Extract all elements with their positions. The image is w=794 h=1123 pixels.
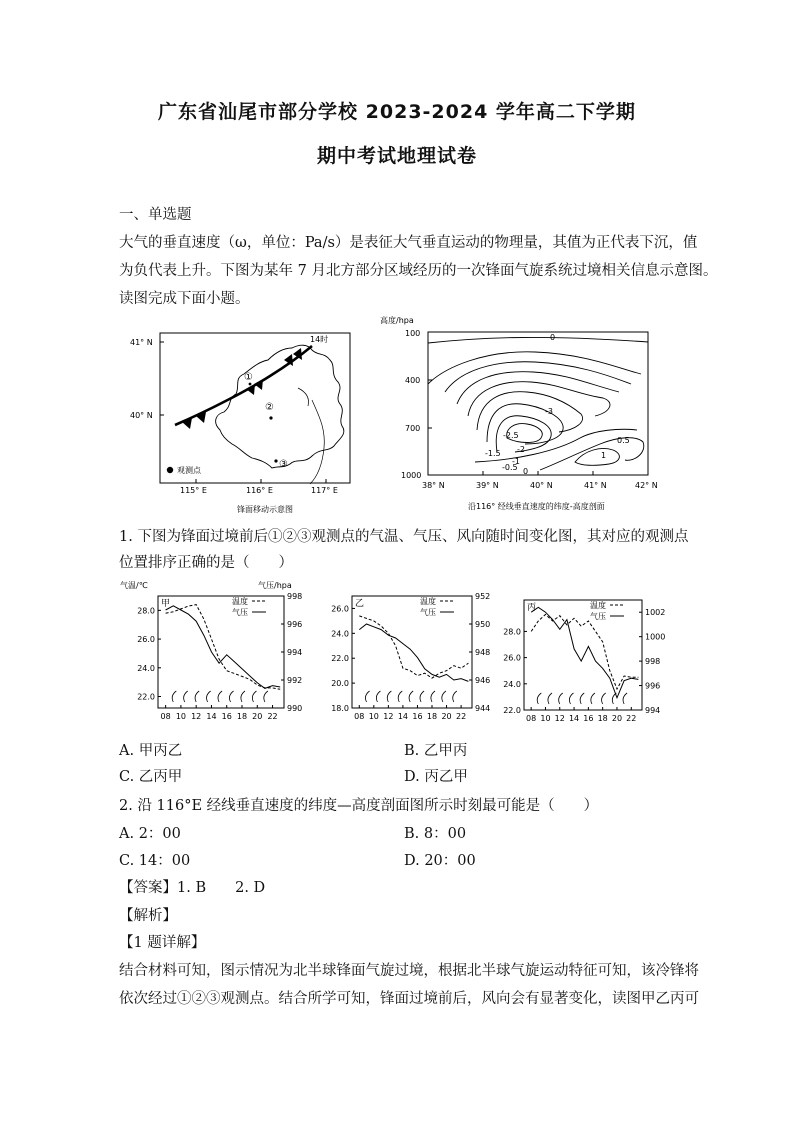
chart-title: 丙 [527,603,537,613]
front-map-figure [120,318,360,518]
legend-label-temperature: 温度 [590,601,606,610]
q1-detail-line-1: 结合材料可知，图示情况为北半球锋面气旋过境，根据北半球气旋运动特征可知，该冷锋将 [119,963,699,979]
lon-label-116: 116° E [246,486,273,495]
chart-title: 乙 [355,599,365,609]
q1-stem-line-2: 位置排序正确的是（ ） [119,555,293,571]
q1-option-c[interactable]: C. 乙丙甲 [119,769,183,785]
q1-option-a[interactable]: A. 甲丙乙 [119,743,183,759]
pressure-line [166,606,281,689]
left-tick-label: 22.0 [137,692,155,702]
legend-label: 观测点 [177,466,201,475]
wind-barb-icon [184,691,188,702]
wind-barb-icon [431,691,435,702]
wind-barb-icon [230,691,234,702]
q1-option-d[interactable]: D. 丙乙甲 [404,769,468,785]
station-2-dot [269,416,272,419]
right-tick-label: 952 [475,592,491,601]
q2-option-d[interactable]: D. 20：00 [404,853,476,869]
legend-label-pressure: 气压 [420,608,436,617]
y-tick-400: 400 [405,376,421,385]
x-tick-label: 12 [191,712,202,721]
contour-label-neg2: -2 [517,445,525,454]
wind-barb-icon [580,693,584,704]
left-tick-label: 24.0 [503,679,521,689]
front-time-label: 14时 [310,335,329,344]
chart-frame [158,596,284,708]
wind-barb-icon [218,691,222,702]
pressure-line [359,624,468,681]
contour-label-neg1: -1 [512,457,520,466]
right-tick-label: 996 [287,620,303,629]
left-tick-label: 26.0 [137,635,155,645]
x-tick-label: 20 [611,714,623,723]
q2-stem: 2. 沿 116°E 经线垂直速度的纬度—高度剖面图所示时刻最可能是（ ） [119,798,599,814]
contour-label-neg0-5: -0.5 [502,463,518,472]
x-tick-label: 10 [368,712,379,721]
x-tick-label: 08 [354,712,365,721]
x-tick-label: 22 [267,712,278,721]
x-tick-label: 14 [206,712,217,721]
map-caption: 锋面移动示意图 [237,505,293,514]
legend-label-pressure: 气压 [232,608,248,617]
right-tick-label: 992 [287,676,303,685]
q2-option-a[interactable]: A. 2：00 [119,826,181,842]
x-tick-label: 08 [160,712,171,721]
station-1-label: ① [244,372,253,383]
wind-barb-icon [264,691,268,702]
wind-barb-icon [195,691,199,702]
temperature-line [359,616,468,678]
wind-barb-icon [241,691,245,702]
wind-barb-icon [453,691,457,702]
wind-barb-icon [376,691,380,702]
left-tick-label: 28.0 [503,627,521,637]
left-axis-label: 气温/℃ [120,581,148,590]
x-tick-label: 20 [441,712,452,721]
left-tick-label: 26.0 [503,653,521,663]
legend-label-temperature: 温度 [420,597,436,606]
left-tick-label: 26.0 [331,604,349,614]
wind-barb-icon [602,693,606,704]
left-tick-label: 22.0 [331,654,349,664]
right-tick-label: 996 [645,681,661,691]
x-tick-label: 16 [221,712,232,721]
contour-label-neg3: -3 [545,407,553,416]
right-tick-label: 948 [475,648,491,657]
boundary-line [310,400,324,484]
station-3-dot [274,459,277,462]
lat-label-40: 40° N [130,411,153,420]
x-tick-label: 16 [583,714,594,723]
x-tick-label: 18 [426,712,438,721]
x-tick-label: 20 [252,712,263,721]
x-tick-39: 39° N [476,481,499,490]
map-frame [160,333,350,483]
q1-stem-line-1: 1. 下图为锋面过境前后①②③观测点的气温、气压、风向随时间变化图，其对应的观测点 [119,529,689,545]
x-tick-38: 38° N [422,481,445,490]
left-tick-label: 24.0 [137,663,155,673]
right-tick-label: 998 [645,657,661,667]
legend-label-pressure: 气压 [590,612,606,621]
temperature-line [531,614,638,689]
contour-label-1: 1 [601,451,607,460]
x-tick-label: 10 [175,712,187,721]
section-y-axis-title: 高度/hpa [380,316,414,325]
wind-barb-icon [548,693,552,704]
q1-detail-line-2: 依次经过①②③观测点。结合所学可知，锋面过境前后，风向会有显著变化，读图甲乙丙可 [119,991,699,1007]
x-tick-label: 14 [568,714,580,723]
left-tick-label: 24.0 [331,629,349,639]
velocity-section-figure [375,312,675,518]
left-tick-label: 18.0 [331,704,349,713]
lat-label-41: 41° N [130,338,153,347]
right-tick-label: 944 [475,704,491,713]
x-tick-label: 22 [626,714,637,723]
q2-option-c[interactable]: C. 14：00 [119,853,191,869]
wind-barb-icon [442,691,446,702]
wind-barb-icon [623,693,627,704]
q2-option-b[interactable]: B. 8：00 [404,826,467,842]
wind-barb-icon [387,691,391,702]
x-tick-label: 08 [526,714,537,723]
contour-label-0-5: 0.5 [617,436,630,445]
wind-barb-icon [172,691,176,702]
section-caption: 沿116° 经线垂直速度的纬度-高度剖面 [468,502,605,511]
x-tick-label: 16 [412,712,423,721]
contour-label-0-bottom: 0 [523,467,529,476]
answer-text: 1. B 2. D [177,880,266,896]
legend-dot [167,467,173,473]
wind-barb-icon [591,693,595,704]
wind-barb-icon [420,691,424,702]
x-tick-label: 18 [236,712,248,721]
right-tick-label: 994 [645,706,661,715]
x-tick-label: 10 [540,714,551,723]
lon-label-115: 115° E [180,486,207,495]
region-outline [216,345,344,468]
y-tick-700: 700 [405,424,421,433]
contour-label-0-top: 0 [550,333,556,342]
analysis-label: 【解析】 [119,908,177,924]
x-tick-42: 42° N [635,481,658,490]
intro-line-1: 大气的垂直速度（ω，单位：Pa/s）是表征大气垂直运动的物理量，其值为正代表下沉，值 [119,235,698,251]
y-tick-1000: 1000 [401,471,422,480]
right-tick-label: 994 [287,648,303,657]
x-tick-label: 14 [397,712,409,721]
station-3-label: ③ [279,459,288,470]
contour-lines [428,337,648,470]
lon-label-117: 117° E [311,486,338,495]
right-axis-label: 气压/hpa [258,581,292,590]
x-tick-label: 12 [383,712,394,721]
chart-yi [318,576,504,732]
x-tick-label: 18 [597,714,608,723]
wind-barb-icon [366,691,370,702]
x-tick-40: 40° N [530,481,553,490]
answer-label: 【答案】 [119,880,177,896]
contour-label-neg2-5: -2.5 [503,431,519,440]
wind-barb-icon [569,693,573,704]
temperature-line [166,605,281,690]
wind-barb-icon [559,693,563,704]
page-title-line2: 期中考试地理试卷 [316,145,477,167]
left-tick-label: 20.0 [331,679,349,689]
left-tick-label: 22.0 [503,706,521,715]
y-tick-100: 100 [405,329,421,338]
right-tick-label: 950 [475,620,491,629]
wind-barb-icon [252,691,256,702]
wind-barb-icon [398,691,402,702]
q1-option-b[interactable]: B. 乙甲丙 [404,743,468,759]
station-1-dot [249,383,252,386]
answer-row [119,876,265,897]
section-heading: 一、单选题 [119,207,192,223]
right-tick-label: 946 [475,676,491,685]
station-2-label: ② [265,402,274,413]
x-tick-41: 41° N [584,481,607,490]
x-tick-label: 22 [455,712,467,721]
chart-title: 甲 [161,599,171,609]
pressure-line [531,607,638,698]
wind-barb-icon [537,693,541,704]
right-tick-label: 998 [287,592,303,601]
wind-barb-icon [207,691,211,702]
chart-jia [120,576,316,732]
left-tick-label: 28.0 [137,606,155,616]
page-title-line1: 广东省汕尾市部分学校 2023-2024 学年高二下学期 [158,101,636,123]
intro-line-3: 读图完成下面小题。 [119,291,250,307]
right-tick-label: 1000 [645,632,666,642]
intro-line-2: 为负代表上升。下图为某年 7 月北方部分区域经历的一次锋面气旋系统过境相关信息示意图。 [119,263,718,279]
contour-label-neg1-5: -1.5 [485,449,501,458]
right-tick-label: 1002 [645,608,666,618]
wind-barb-icon [409,691,413,702]
x-tick-label: 12 [554,714,565,723]
legend-label-temperature: 温度 [232,597,248,606]
chart-bing [494,576,694,732]
q1-detail-label: 【1 题详解】 [119,935,206,951]
right-tick-label: 990 [287,704,303,713]
